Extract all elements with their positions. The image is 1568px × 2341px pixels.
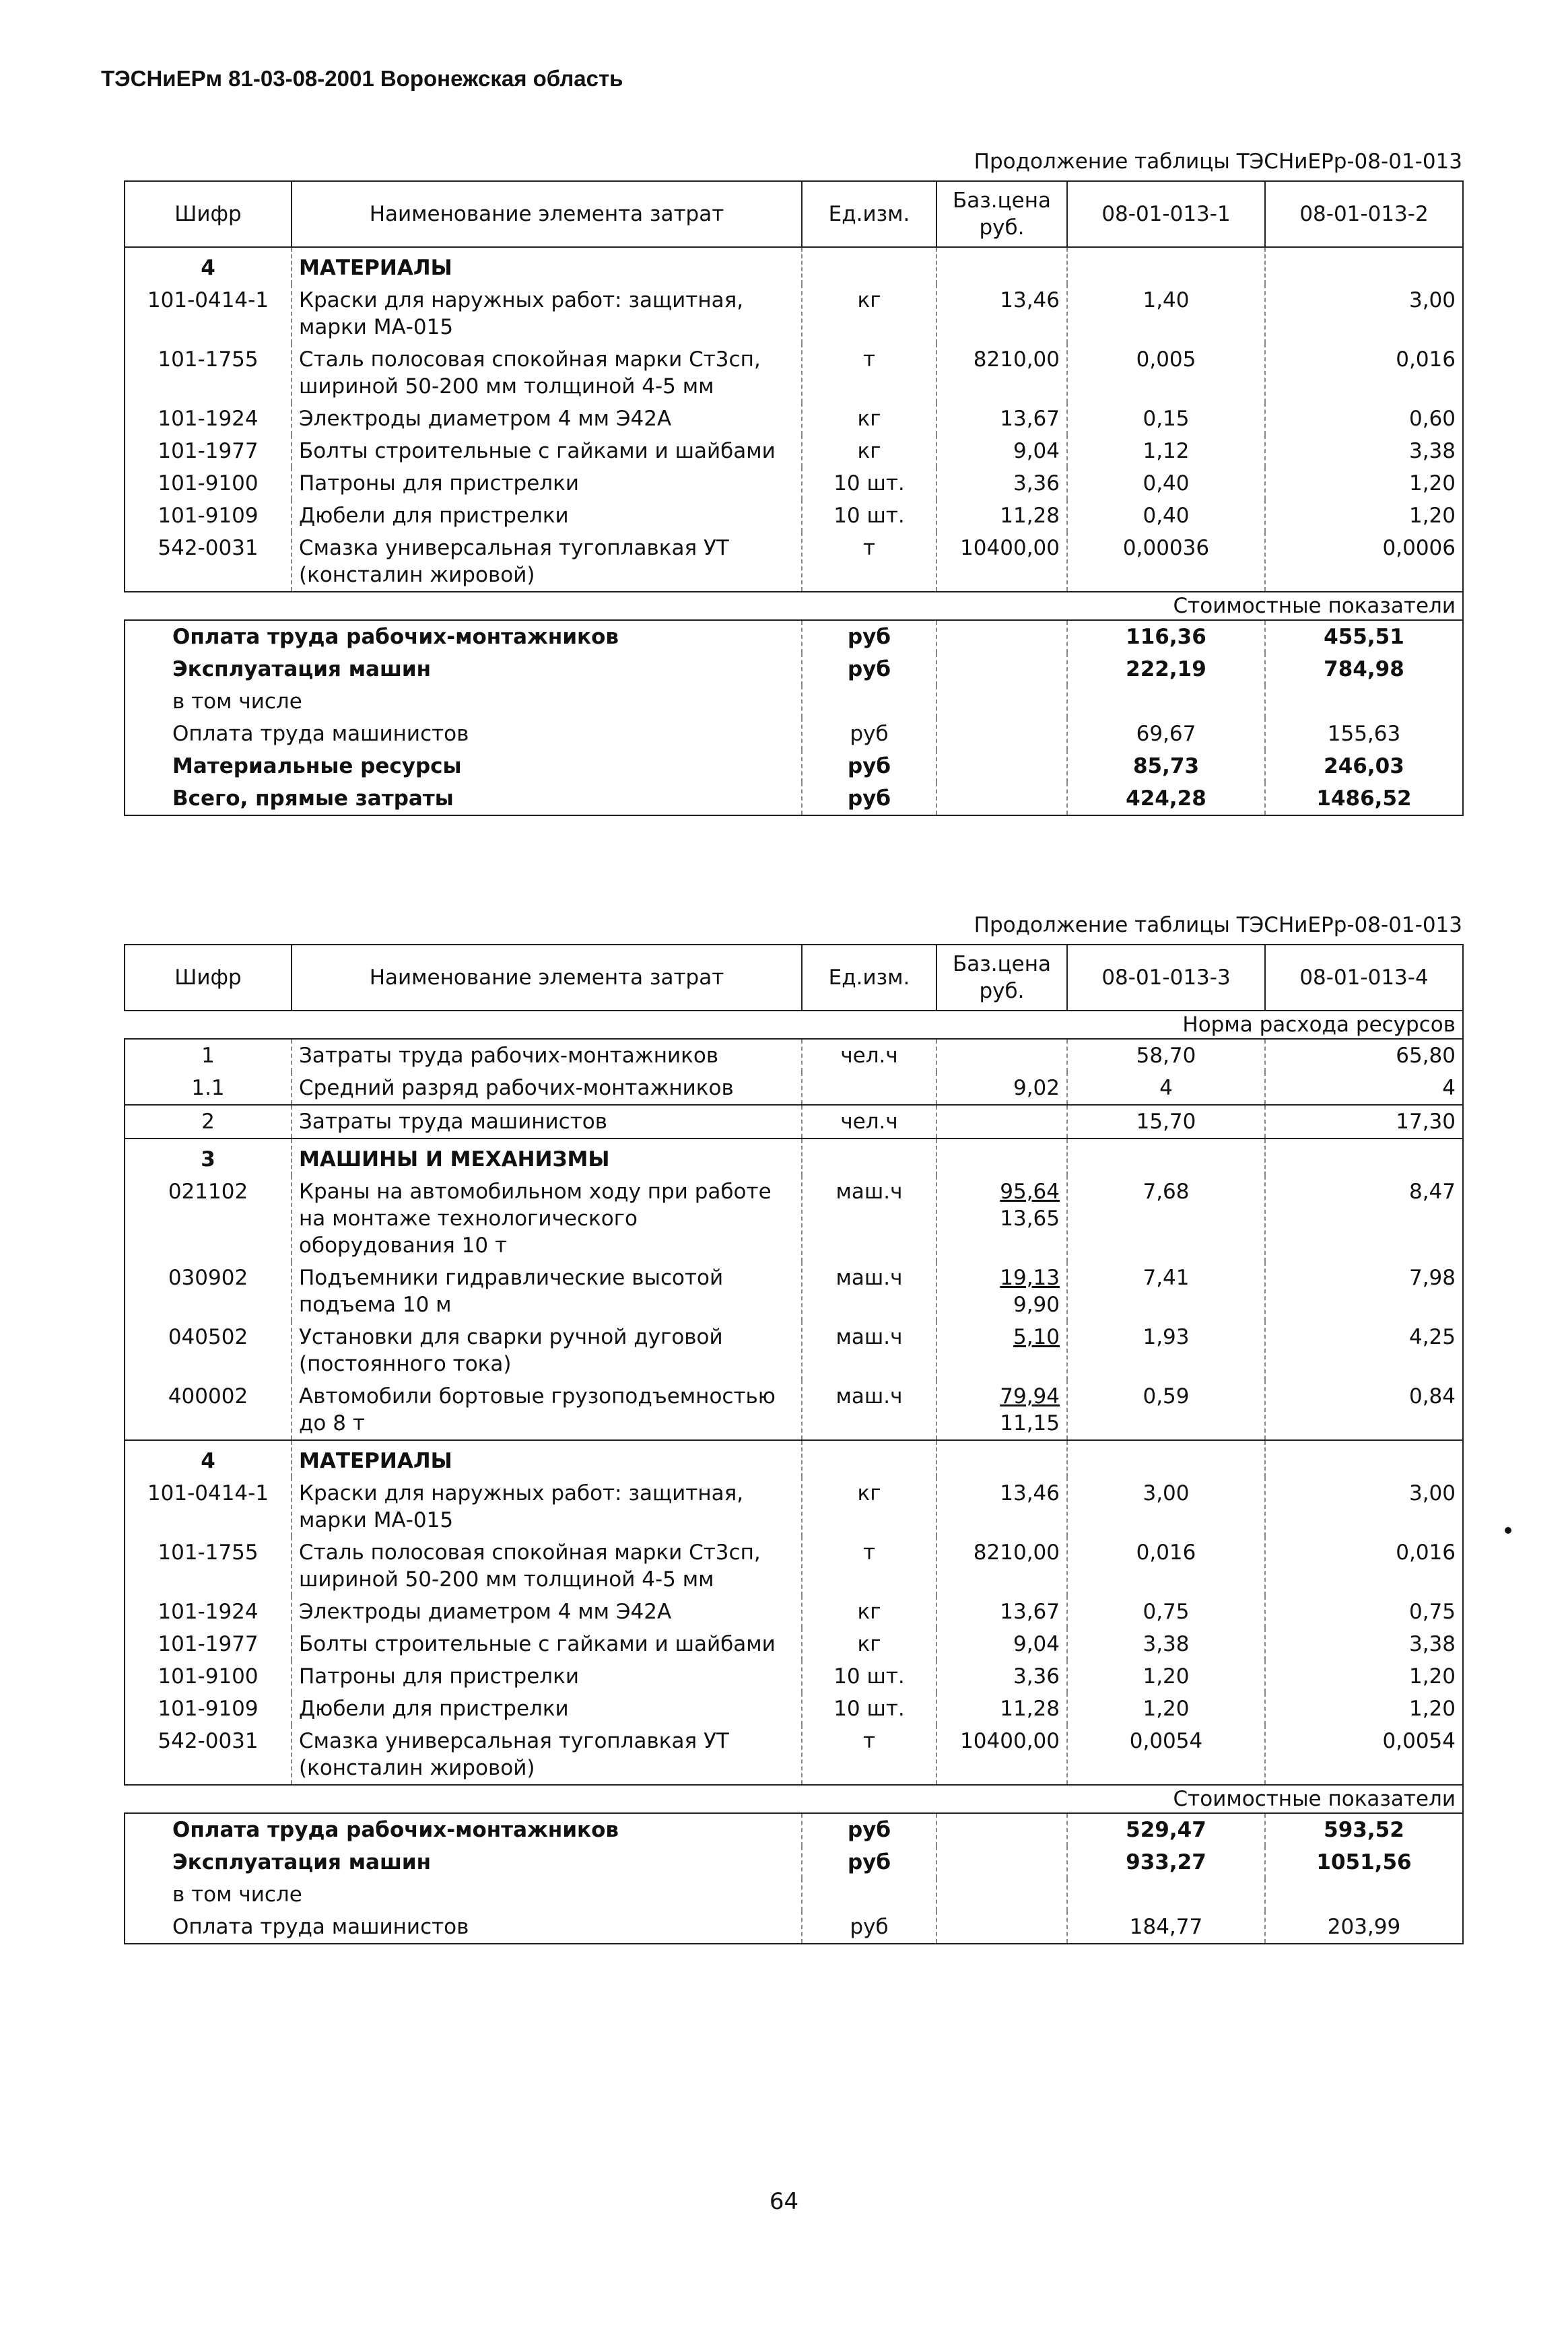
table-row	[125, 1628, 1463, 1660]
row-unit: т	[802, 1536, 936, 1596]
cost-row	[125, 750, 1463, 782]
empty-cell	[1265, 1440, 1463, 1477]
row-price: 11,28	[936, 500, 1067, 532]
empty-cell	[802, 1139, 936, 1176]
table-row	[125, 403, 1463, 435]
cost-unit: руб	[802, 653, 936, 685]
empty-cell	[936, 653, 1067, 685]
row-value-b: 1,20	[1265, 1693, 1463, 1725]
row-name: Болты строительные с гайками и шайбами	[292, 1628, 802, 1660]
row-price-labour: 11,15	[1000, 1411, 1060, 1435]
row-value-a: 3,38	[1067, 1628, 1265, 1660]
cost-value-a: 424,28	[1067, 782, 1265, 815]
row-price	[936, 1321, 1067, 1380]
page-mark-dot	[1505, 1527, 1511, 1534]
row-unit: кг	[802, 435, 936, 467]
cost-unit: руб	[802, 620, 936, 653]
cost-row	[125, 685, 1463, 718]
row-code: 101-9100	[125, 1660, 292, 1693]
row-code: 542-0031	[125, 532, 292, 592]
section-row	[125, 1440, 1463, 1477]
row-value-a: 0,0054	[1067, 1725, 1265, 1785]
cost-value-a	[1067, 1878, 1265, 1911]
cost-unit: руб	[802, 1846, 936, 1878]
cost-unit: руб	[802, 1911, 936, 1944]
cost-value-a: 116,36	[1067, 620, 1265, 653]
row-code: 101-0414-1	[125, 1477, 292, 1536]
row-name: Краски для наружных работ: защитная, марки МА-015	[292, 1477, 802, 1536]
table-row	[125, 500, 1463, 532]
table-row	[125, 532, 1463, 592]
cost-value-b	[1265, 1878, 1463, 1911]
row-code: 040502	[125, 1321, 292, 1380]
row-value-a: 3,00	[1067, 1477, 1265, 1536]
row-name: Электроды диаметром 4 мм Э42А	[292, 1596, 802, 1628]
row-name: Болты строительные с гайками и шайбами	[292, 435, 802, 467]
table1-header-row	[125, 181, 1463, 247]
row-code: 101-9100	[125, 467, 292, 500]
row-unit: маш.ч	[802, 1380, 936, 1440]
band-row	[125, 1011, 1463, 1039]
header-unit: Ед.изм.	[802, 945, 936, 1011]
cost-unit: руб	[802, 750, 936, 782]
cost-value-b: 455,51	[1265, 620, 1463, 653]
row-unit: маш.ч	[802, 1321, 936, 1380]
cost-value-b: 1486,52	[1265, 782, 1463, 815]
row-code: 542-0031	[125, 1725, 292, 1785]
cost-value-b: 155,63	[1265, 718, 1463, 750]
row-value-a: 7,41	[1067, 1262, 1265, 1321]
empty-cell	[936, 718, 1067, 750]
table-row	[125, 1536, 1463, 1596]
cost-unit	[802, 1878, 936, 1911]
cost-unit	[802, 685, 936, 718]
row-unit: т	[802, 343, 936, 403]
cost-value-a: 222,19	[1067, 653, 1265, 685]
row-unit	[802, 1072, 936, 1105]
cost-label: Оплата труда рабочих-монтажников	[125, 620, 802, 653]
row-price-labour: 9,90	[1013, 1293, 1060, 1317]
row-name: Сталь полосовая спокойная марки Ст3сп, шириной 50-200 мм толщиной 4-5 мм	[292, 1536, 802, 1596]
section-title: МАТЕРИАЛЫ	[292, 247, 802, 284]
row-code: 101-0414-1	[125, 284, 292, 343]
table-row	[125, 1660, 1463, 1693]
header-col-a: 08-01-013-1	[1067, 181, 1265, 247]
empty-cell	[936, 1139, 1067, 1176]
row-value-a: 0,005	[1067, 343, 1265, 403]
row-value-a: 0,75	[1067, 1596, 1265, 1628]
row-value-b: 17,30	[1265, 1105, 1463, 1139]
row-name: Дюбели для пристрелки	[292, 500, 802, 532]
row-code: 101-1924	[125, 1596, 292, 1628]
cost-value-a	[1067, 685, 1265, 718]
row-code: 030902	[125, 1262, 292, 1321]
row-unit: 10 шт.	[802, 467, 936, 500]
row-price: 11,28	[936, 1693, 1067, 1725]
cost-label: Оплата труда машинистов	[125, 718, 802, 750]
cost-label: Эксплуатация машин	[125, 1846, 802, 1878]
cost-row	[125, 718, 1463, 750]
row-name: Электроды диаметром 4 мм Э42А	[292, 403, 802, 435]
row-value-a: 15,70	[1067, 1105, 1265, 1139]
row-price: 3,36	[936, 467, 1067, 500]
empty-cell	[1265, 1139, 1463, 1176]
empty-cell	[1067, 1440, 1265, 1477]
empty-cell	[936, 620, 1067, 653]
row-price	[936, 1039, 1067, 1072]
cost-label: Эксплуатация машин	[125, 653, 802, 685]
header-unit: Ед.изм.	[802, 181, 936, 247]
table1	[124, 180, 1464, 816]
band-label: Стоимостные показатели	[125, 592, 1463, 620]
row-unit: кг	[802, 284, 936, 343]
empty-cell	[1067, 247, 1265, 284]
row-unit: кг	[802, 403, 936, 435]
table-row	[125, 435, 1463, 467]
row-name: Патроны для пристрелки	[292, 467, 802, 500]
row-name: Краны на автомобильном ходу при работе на монтаже технологического оборудования 10 т	[292, 1176, 802, 1262]
empty-cell	[936, 782, 1067, 815]
row-name: Смазка универсальная тугоплавкая УТ (консталин жировой)	[292, 1725, 802, 1785]
row-price-total: 19,13	[1000, 1266, 1060, 1290]
row-value-b: 1,20	[1265, 1660, 1463, 1693]
table-row	[125, 1596, 1463, 1628]
row-name: Подъемники гидравлические высотой подъема 10 м	[292, 1262, 802, 1321]
row-price-total: 95,64	[1000, 1180, 1060, 1204]
section-title: МАТЕРИАЛЫ	[292, 1440, 802, 1477]
row-price	[936, 1262, 1067, 1321]
row-unit: чел.ч	[802, 1039, 936, 1072]
row-name: Краски для наружных работ: защитная, марки МА-015	[292, 284, 802, 343]
cost-row	[125, 653, 1463, 685]
row-unit: т	[802, 532, 936, 592]
row-unit: 10 шт.	[802, 1660, 936, 1693]
cost-label: Материальные ресурсы	[125, 750, 802, 782]
section-row	[125, 247, 1463, 284]
document-header: ТЭСНиЕРм 81-03-08-2001 Воронежская область	[101, 66, 623, 91]
cost-row	[125, 1846, 1463, 1878]
band-row	[125, 592, 1463, 620]
row-name: Установки для сварки ручной дуговой (постоянного тока)	[292, 1321, 802, 1380]
row-value-b: 8,47	[1265, 1176, 1463, 1262]
row-value-b: 4	[1265, 1072, 1463, 1105]
cost-value-a: 933,27	[1067, 1846, 1265, 1878]
row-price: 13,46	[936, 1477, 1067, 1536]
table-row	[125, 1072, 1463, 1105]
row-value-b: 4,25	[1265, 1321, 1463, 1380]
row-code: 101-1924	[125, 403, 292, 435]
table-row	[125, 343, 1463, 403]
row-name: Патроны для пристрелки	[292, 1660, 802, 1693]
cost-label: Всего, прямые затраты	[125, 782, 802, 815]
row-unit: кг	[802, 1596, 936, 1628]
row-value-a: 0,00036	[1067, 532, 1265, 592]
cost-value-b: 593,52	[1265, 1813, 1463, 1846]
row-name: Автомобили бортовые грузоподъемностью до 8 т	[292, 1380, 802, 1440]
table-row	[125, 1105, 1463, 1139]
empty-cell	[1265, 247, 1463, 284]
row-unit: маш.ч	[802, 1176, 936, 1262]
row-value-a: 0,15	[1067, 403, 1265, 435]
row-value-b: 3,00	[1265, 284, 1463, 343]
row-code: 101-1977	[125, 435, 292, 467]
section-title: МАШИНЫ И МЕХАНИЗМЫ	[292, 1139, 802, 1176]
cost-label: Оплата труда машинистов	[125, 1911, 802, 1944]
row-price: 8210,00	[936, 1536, 1067, 1596]
row-price-total: 5,10	[1013, 1325, 1060, 1349]
row-price: 9,04	[936, 1628, 1067, 1660]
row-price: 13,67	[936, 1596, 1067, 1628]
row-name: Сталь полосовая спокойная марки Ст3сп, шириной 50-200 мм толщиной 4-5 мм	[292, 343, 802, 403]
table-row	[125, 1693, 1463, 1725]
header-col-b: 08-01-013-4	[1265, 945, 1463, 1011]
row-code: 101-1755	[125, 343, 292, 403]
row-price: 9,04	[936, 435, 1067, 467]
row-price	[936, 1105, 1067, 1139]
row-price-total: 79,94	[1000, 1384, 1060, 1409]
row-name: Средний разряд рабочих-монтажников	[292, 1072, 802, 1105]
empty-cell	[936, 1846, 1067, 1878]
row-value-a: 1,20	[1067, 1693, 1265, 1725]
section-number: 4	[125, 247, 292, 284]
table-row	[125, 1725, 1463, 1785]
section-number: 4	[125, 1440, 292, 1477]
cost-row	[125, 620, 1463, 653]
row-value-b: 7,98	[1265, 1262, 1463, 1321]
row-code: 2	[125, 1105, 292, 1139]
cost-label: в том числе	[125, 685, 802, 718]
row-unit: 10 шт.	[802, 500, 936, 532]
empty-cell	[936, 1440, 1067, 1477]
table-row	[125, 467, 1463, 500]
table2-header-row	[125, 945, 1463, 1011]
table-row	[125, 1176, 1463, 1262]
row-code: 021102	[125, 1176, 292, 1262]
empty-cell	[936, 685, 1067, 718]
row-value-a: 1,12	[1067, 435, 1265, 467]
row-code: 1	[125, 1039, 292, 1072]
row-code: 400002	[125, 1380, 292, 1440]
row-value-b: 0,016	[1265, 1536, 1463, 1596]
cost-row	[125, 782, 1463, 815]
header-col-b: 08-01-013-2	[1265, 181, 1463, 247]
row-code: 1.1	[125, 1072, 292, 1105]
table-row	[125, 284, 1463, 343]
header-code: Шифр	[125, 945, 292, 1011]
cost-unit: руб	[802, 1813, 936, 1846]
band-label: Стоимостные показатели	[125, 1785, 1463, 1813]
cost-value-a: 69,67	[1067, 718, 1265, 750]
row-price	[936, 1176, 1067, 1262]
cost-value-b: 246,03	[1265, 750, 1463, 782]
row-value-b: 1,20	[1265, 500, 1463, 532]
row-price: 13,67	[936, 403, 1067, 435]
band-row	[125, 1785, 1463, 1813]
row-price	[936, 1380, 1067, 1440]
cost-value-b	[1265, 685, 1463, 718]
row-value-b: 65,80	[1265, 1039, 1463, 1072]
row-name: Затраты труда машинистов	[292, 1105, 802, 1139]
empty-cell	[802, 247, 936, 284]
empty-cell	[936, 1911, 1067, 1944]
row-value-a: 58,70	[1067, 1039, 1265, 1072]
empty-cell	[936, 1813, 1067, 1846]
row-code: 101-9109	[125, 1693, 292, 1725]
row-value-b: 0,0006	[1265, 532, 1463, 592]
row-code: 101-1755	[125, 1536, 292, 1596]
empty-cell	[936, 750, 1067, 782]
cost-label: Оплата труда рабочих-монтажников	[125, 1813, 802, 1846]
row-value-a: 4	[1067, 1072, 1265, 1105]
row-name: Смазка универсальная тугоплавкая УТ (консталин жировой)	[292, 532, 802, 592]
row-value-a: 1,93	[1067, 1321, 1265, 1380]
row-value-b: 0,016	[1265, 343, 1463, 403]
table2-continuation-label: Продолжение таблицы ТЭСНиЕРр-08-01-013	[974, 913, 1462, 937]
row-value-b: 3,00	[1265, 1477, 1463, 1536]
row-unit: чел.ч	[802, 1105, 936, 1139]
table-row	[125, 1039, 1463, 1072]
row-name: Дюбели для пристрелки	[292, 1693, 802, 1725]
table-row	[125, 1380, 1463, 1440]
row-unit: кг	[802, 1628, 936, 1660]
header-name: Наименование элемента затрат	[292, 181, 802, 247]
row-value-a: 0,40	[1067, 500, 1265, 532]
cost-value-a: 85,73	[1067, 750, 1265, 782]
row-price: 9,02	[936, 1072, 1067, 1105]
section-row	[125, 1139, 1463, 1176]
row-price: 3,36	[936, 1660, 1067, 1693]
empty-cell	[1067, 1139, 1265, 1176]
cost-row	[125, 1878, 1463, 1911]
empty-cell	[802, 1440, 936, 1477]
row-value-b: 0,0054	[1265, 1725, 1463, 1785]
row-unit: кг	[802, 1477, 936, 1536]
cost-value-b: 784,98	[1265, 653, 1463, 685]
row-price-labour: 13,65	[1000, 1207, 1060, 1231]
cost-value-b: 1051,56	[1265, 1846, 1463, 1878]
header-name: Наименование элемента затрат	[292, 945, 802, 1011]
cost-unit: руб	[802, 718, 936, 750]
cost-unit: руб	[802, 782, 936, 815]
section-number: 3	[125, 1139, 292, 1176]
row-code: 101-9109	[125, 500, 292, 532]
row-value-a: 1,40	[1067, 284, 1265, 343]
page-number: 64	[769, 2188, 799, 2215]
row-value-b: 1,20	[1265, 467, 1463, 500]
row-value-b: 3,38	[1265, 1628, 1463, 1660]
row-value-a: 7,68	[1067, 1176, 1265, 1262]
table2	[124, 944, 1464, 1944]
cost-row	[125, 1813, 1463, 1846]
row-unit: маш.ч	[802, 1262, 936, 1321]
empty-cell	[936, 247, 1067, 284]
row-value-b: 0,60	[1265, 403, 1463, 435]
cost-value-b: 203,99	[1265, 1911, 1463, 1944]
row-value-b: 0,84	[1265, 1380, 1463, 1440]
row-name: Затраты труда рабочих-монтажников	[292, 1039, 802, 1072]
row-price: 8210,00	[936, 343, 1067, 403]
row-unit: 10 шт.	[802, 1693, 936, 1725]
cost-row	[125, 1911, 1463, 1944]
row-value-b: 3,38	[1265, 435, 1463, 467]
row-code: 101-1977	[125, 1628, 292, 1660]
table-row	[125, 1321, 1463, 1380]
cost-label: в том числе	[125, 1878, 802, 1911]
table-row	[125, 1477, 1463, 1536]
row-price: 10400,00	[936, 1725, 1067, 1785]
row-price: 13,46	[936, 284, 1067, 343]
table1-continuation-label: Продолжение таблицы ТЭСНиЕРр-08-01-013	[974, 149, 1462, 174]
empty-cell	[936, 1878, 1067, 1911]
row-value-a: 0,40	[1067, 467, 1265, 500]
header-price: Баз.цена руб.	[936, 945, 1067, 1011]
header-price: Баз.цена руб.	[936, 181, 1067, 247]
row-unit: т	[802, 1725, 936, 1785]
row-value-a: 0,016	[1067, 1536, 1265, 1596]
header-code: Шифр	[125, 181, 292, 247]
cost-value-a: 184,77	[1067, 1911, 1265, 1944]
row-price: 10400,00	[936, 532, 1067, 592]
table-row	[125, 1262, 1463, 1321]
row-value-a: 1,20	[1067, 1660, 1265, 1693]
band-label: Норма расхода ресурсов	[125, 1011, 1463, 1039]
row-value-b: 0,75	[1265, 1596, 1463, 1628]
row-value-a: 0,59	[1067, 1380, 1265, 1440]
cost-value-a: 529,47	[1067, 1813, 1265, 1846]
header-col-a: 08-01-013-3	[1067, 945, 1265, 1011]
